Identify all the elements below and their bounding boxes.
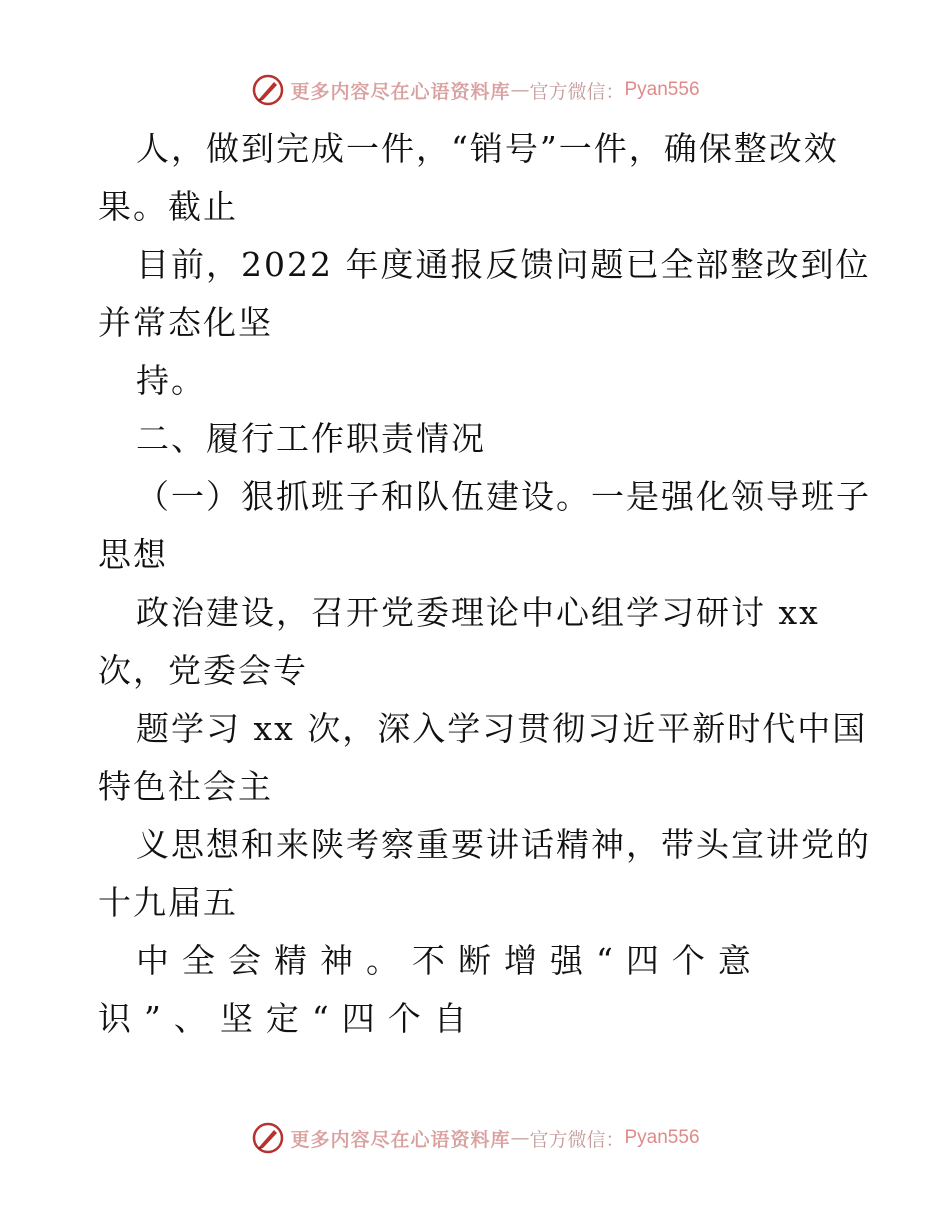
text-line: 思想 [98,535,168,574]
text-line: 次，党委会专 [98,651,308,690]
watermark-account-id: Pyan556 [624,79,700,100]
watermark-dash: — [510,79,530,101]
footer-watermark [0,1118,950,1158]
watermark-main-text: 更多内容尽在心语资料库 [290,1128,511,1151]
watermark-account-label: 官方微信： [529,80,625,103]
watermark-main-text: 更多内容尽在心语资料库 [290,80,511,103]
text-line: 十九届五 [98,883,238,922]
text-line: 并常态化坚 [98,303,273,342]
text-line: 题学习 xx 次，深入学习贯彻习近平新时代中国 [136,709,868,748]
text-line: 人，做到完成一件，“销号”一件，确保整改效 [136,129,839,168]
text-line: 持。 [136,361,206,400]
text-line: 义思想和来陕考察重要讲话精神，带头宣讲党的 [136,825,871,864]
text-line: 中全会精神。不断增强“四个意 [136,941,764,980]
watermark-dash: — [510,1127,530,1149]
text-line: 目前，2022 年度通报反馈问题已全部整改到位 [136,245,871,284]
pen-nib-logo-icon [250,1120,286,1156]
text-line: 识”、坚定“四个自 [98,999,480,1038]
watermark-account-label: 官方微信： [529,1128,625,1151]
section-heading: 二、履行工作职责情况 [136,419,486,458]
watermark-account-id: Pyan556 [624,1127,700,1148]
pen-nib-logo-icon [250,72,286,108]
text-line: 政治建设，召开党委理论中心组学习研讨 xx [136,593,820,632]
text-line: 果。截止 [98,187,238,226]
header-watermark [0,70,950,110]
text-line: （一）狠抓班子和队伍建设。一是强化领导班子 [136,477,871,516]
text-line: 特色社会主 [98,767,273,806]
document-body [98,120,871,1048]
